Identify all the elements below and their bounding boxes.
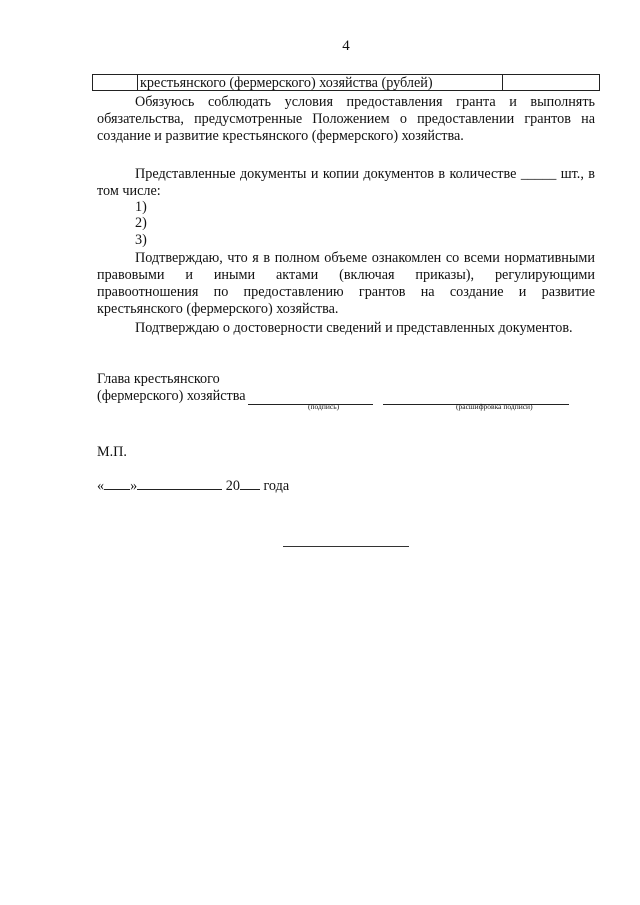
head-title-line2: (фермерского) хозяйства [97, 388, 246, 404]
date-close-quote: » [130, 478, 138, 494]
table-cell-number [93, 75, 138, 90]
documents-paragraph: Представленные документы и копии документов в количестве _____ шт., в том числе: [97, 166, 595, 199]
page-number: 4 [342, 38, 350, 54]
year-suffix: года [263, 478, 290, 494]
month-blank [137, 476, 222, 490]
head-title-line2-row [97, 388, 617, 405]
signature-block [97, 371, 617, 405]
confirm-acts-paragraph: Подтверждаю, что я в полном объеме ознакомлен со всеми нормативными правовыми и иными актами (включая приказы), регулирующими правоотношения по предоставлению грантов на создание и развитие крестьянского (фермерского) хозяйства. [97, 250, 595, 317]
day-blank [104, 476, 130, 490]
confirm-accuracy-paragraph: Подтверждаю о достоверности сведений и представленных документов. [135, 320, 573, 336]
year-prefix: 20 [225, 478, 240, 494]
decoding-caption: (расшифровка подписи) [456, 402, 533, 411]
list-item: 3) [135, 232, 147, 248]
year-blank [240, 476, 260, 490]
table-cell-value [503, 75, 599, 90]
head-title-line1: Глава крестьянского [97, 371, 220, 387]
date-line [97, 476, 289, 495]
end-divider [283, 546, 409, 547]
stamp-label: М.П. [97, 444, 127, 460]
obligation-paragraph: Обязуюсь соблюдать условия предоставления гранта и выполнять обязательства, предусмотренные Положением о предоставлении грантов на создание и развитие крестьянского (фермерского) хозяйства. [97, 94, 595, 144]
date-open-quote: « [97, 478, 105, 494]
list-item: 2) [135, 215, 147, 231]
table-cell-label: крестьянского (фермерского) хозяйства (рублей) [138, 75, 503, 90]
list-item: 1) [135, 199, 147, 215]
signature-caption: (подпись) [308, 402, 340, 411]
table-row [92, 74, 600, 91]
